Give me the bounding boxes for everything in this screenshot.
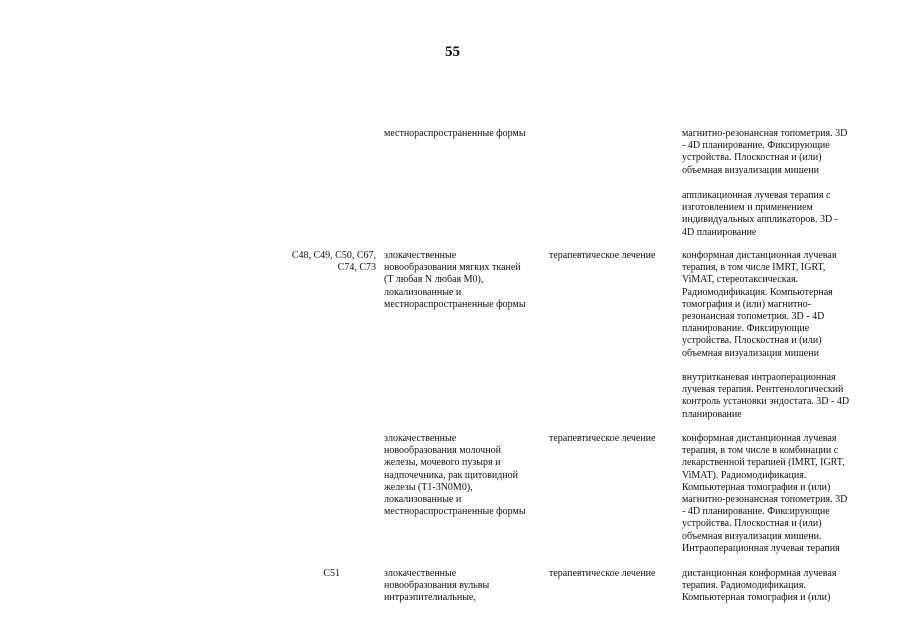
treatment-cell: терапевтическое лечение <box>549 568 656 579</box>
method-cell: конформная дистанционная лучевая терапия, в том числе IMRT, IGRT, ViMAT, стереотаксическая. Радиомодификация. Компьютерная томография и (или) магнитно- резонансная топометрия. 3D - 4D планирование. Фиксирующие устройства. Плоскостная и (или) объемная визуализация мишени <box>682 250 837 359</box>
diagnosis-cell: злокачественные новообразования вульвы интраэпителиальные, <box>384 568 490 604</box>
method-cell: внутритканевая интраоперационная лучевая терапия. Рентгенологический контроль установки эндостата. 3D - 4D планирование <box>682 372 850 420</box>
diagnosis-cell: местнораспространенные формы <box>384 128 526 139</box>
method-cell: аппликационная лучевая терапия с изготовлением и применением индивидуальных аппликаторов. 3D - 4D планирование <box>682 190 839 238</box>
method-cell: дистанционная конформная лучевая терапия. Радиомодификация. Компьютерная томография и (или) <box>682 568 837 604</box>
page-number: 55 <box>445 44 460 60</box>
treatment-cell: терапевтическое лечение <box>549 250 656 261</box>
icd-codes-cell: C48, C49, C50, C67, C74, C73 <box>291 250 376 274</box>
diagnosis-cell: злокачественные новообразования мягких тканей (T любая N любая M0), локализованные и местнораспространенные формы <box>384 250 526 310</box>
method-cell: конформная дистанционная лучевая терапия, в том числе в комбинации с лекарственной терапией (IMRT, IGRT, ViMAT). Радиомодификация. Компьютерная томография и (или) магнитно-резонансная топометрия. 3D - 4D планирование. Фиксирующие устройства. Плоскостная и (или) объемная визуализация мишени. Интраоперационная лучевая терапия <box>682 433 848 554</box>
diagnosis-cell: злокачественные новообразования молочной железы, мочевого пузыря и надпочечника, рак щитовидной железы (T1-3N0M0), локализованные и местнораспространенные формы <box>384 433 526 518</box>
treatment-cell: терапевтическое лечение <box>549 433 656 444</box>
icd-codes-cell: C51 <box>323 568 340 579</box>
method-cell: магнитно-резонансная топометрия. 3D - 4D планирование. Фиксирующие устройства. Плоскостная и (или) объемная визуализация мишени <box>682 128 848 176</box>
